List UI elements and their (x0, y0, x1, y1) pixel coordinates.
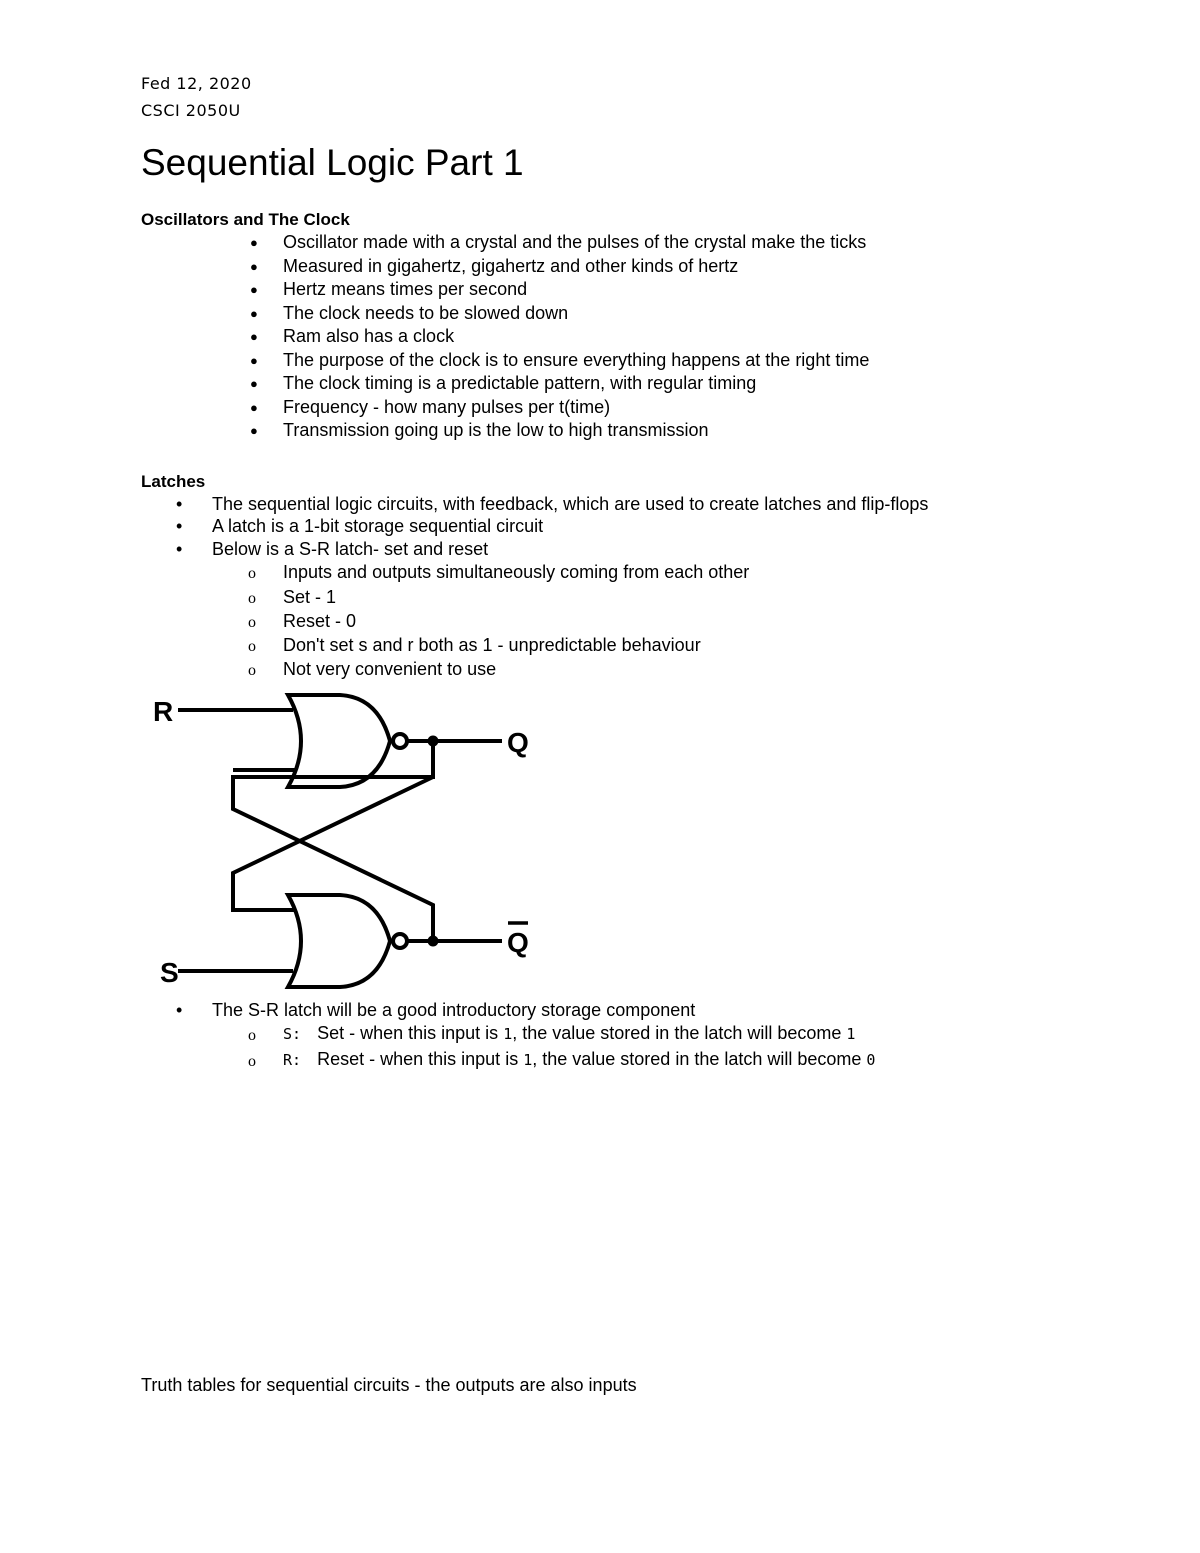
sub-bullet-icon: o (248, 662, 256, 679)
sub-list-item (283, 1049, 875, 1070)
label-s: S (160, 957, 179, 988)
sub-bullet-icon: o (248, 638, 256, 655)
inverter-bubble-top (393, 734, 407, 748)
list-item: Hertz means times per second (283, 279, 528, 299)
sr-latch-diagram (140, 680, 560, 1000)
value: 1 (503, 1025, 513, 1043)
value: 0 (866, 1051, 876, 1069)
section-heading-oscillators: Oscillators and The Clock (141, 210, 350, 229)
list-item: Oscillator made with a crystal and the pulses of the crystal make the ticks (283, 232, 867, 252)
sub-list-item: Reset - 0 (283, 611, 357, 631)
bullet-icon: • (176, 494, 183, 514)
value: 1 (846, 1025, 856, 1043)
bullet-icon: ● (250, 423, 258, 438)
bullet-icon: ● (250, 282, 258, 297)
bullet-icon: • (176, 539, 183, 559)
sub-bullet-icon: o (248, 1027, 256, 1044)
label-q: Q (507, 727, 529, 758)
section-heading-latches: Latches (141, 472, 206, 491)
bullet-icon: • (176, 1000, 183, 1020)
bullet-icon: ● (250, 259, 258, 274)
list-item: A latch is a 1-bit storage sequential circuit (212, 516, 544, 536)
list-item: Below is a S-R latch- set and reset (212, 539, 489, 559)
course-code: CSCI 2050U (141, 101, 241, 120)
nor-gate-top (288, 695, 390, 787)
list-item: Frequency - how many pulses per t(time) (283, 397, 611, 417)
sub-list-item: Not very convenient to use (283, 659, 497, 679)
list-item: Measured in gigahertz, gigahertz and other kinds of hertz (283, 256, 739, 276)
sub-list-item: Set - 1 (283, 587, 337, 607)
inverter-bubble-bottom (393, 934, 407, 948)
bullet-icon: ● (250, 376, 258, 391)
bullet-icon: ● (250, 306, 258, 321)
sub-bullet-icon: o (248, 590, 256, 607)
input-key: R: (283, 1051, 302, 1069)
list-item: The purpose of the clock is to ensure everything happens at the right time (283, 350, 870, 370)
sub-bullet-icon: o (248, 614, 256, 631)
bullet-icon: ● (250, 235, 258, 250)
date-line: Fed 12, 2020 (141, 74, 252, 93)
label-qbar: Q (507, 927, 529, 958)
bullet-icon: ● (250, 400, 258, 415)
sub-list-item: Inputs and outputs simultaneously coming from each other (283, 562, 750, 582)
item-text: , the value stored in the latch will become (512, 1023, 847, 1043)
truth-tables-note: Truth tables for sequential circuits - the outputs are also inputs (141, 1375, 637, 1395)
bullet-icon: ● (250, 353, 258, 368)
sub-bullet-icon: o (248, 1053, 256, 1070)
list-item: The sequential logic circuits, with feedback, which are used to create latches and flip-flops (212, 494, 929, 514)
bullet-icon: • (176, 516, 183, 536)
item-text: Set - when this input is (317, 1023, 504, 1043)
list-item: Transmission going up is the low to high transmission (283, 420, 709, 440)
sub-list-item: Don't set s and r both as 1 - unpredictable behaviour (283, 635, 701, 655)
value: 1 (523, 1051, 533, 1069)
list-item: The clock needs to be slowed down (283, 303, 569, 323)
item-text: Reset - when this input is (317, 1049, 524, 1069)
junction-dot-qbar (428, 936, 439, 947)
page-title: Sequential Logic Part 1 (141, 142, 524, 183)
junction-dot-q (428, 736, 439, 747)
sub-bullet-icon: o (248, 565, 256, 582)
bullet-icon: ● (250, 329, 258, 344)
label-r: R (153, 696, 174, 727)
list-item: The S-R latch will be a good introductory storage component (212, 1000, 696, 1020)
item-text: , the value stored in the latch will become (532, 1049, 867, 1069)
input-key: S: (283, 1025, 302, 1043)
nor-gate-bottom (288, 895, 390, 987)
list-item: The clock timing is a predictable pattern, with regular timing (283, 373, 757, 393)
sub-list-item (283, 1023, 855, 1044)
list-item: Ram also has a clock (283, 326, 455, 346)
